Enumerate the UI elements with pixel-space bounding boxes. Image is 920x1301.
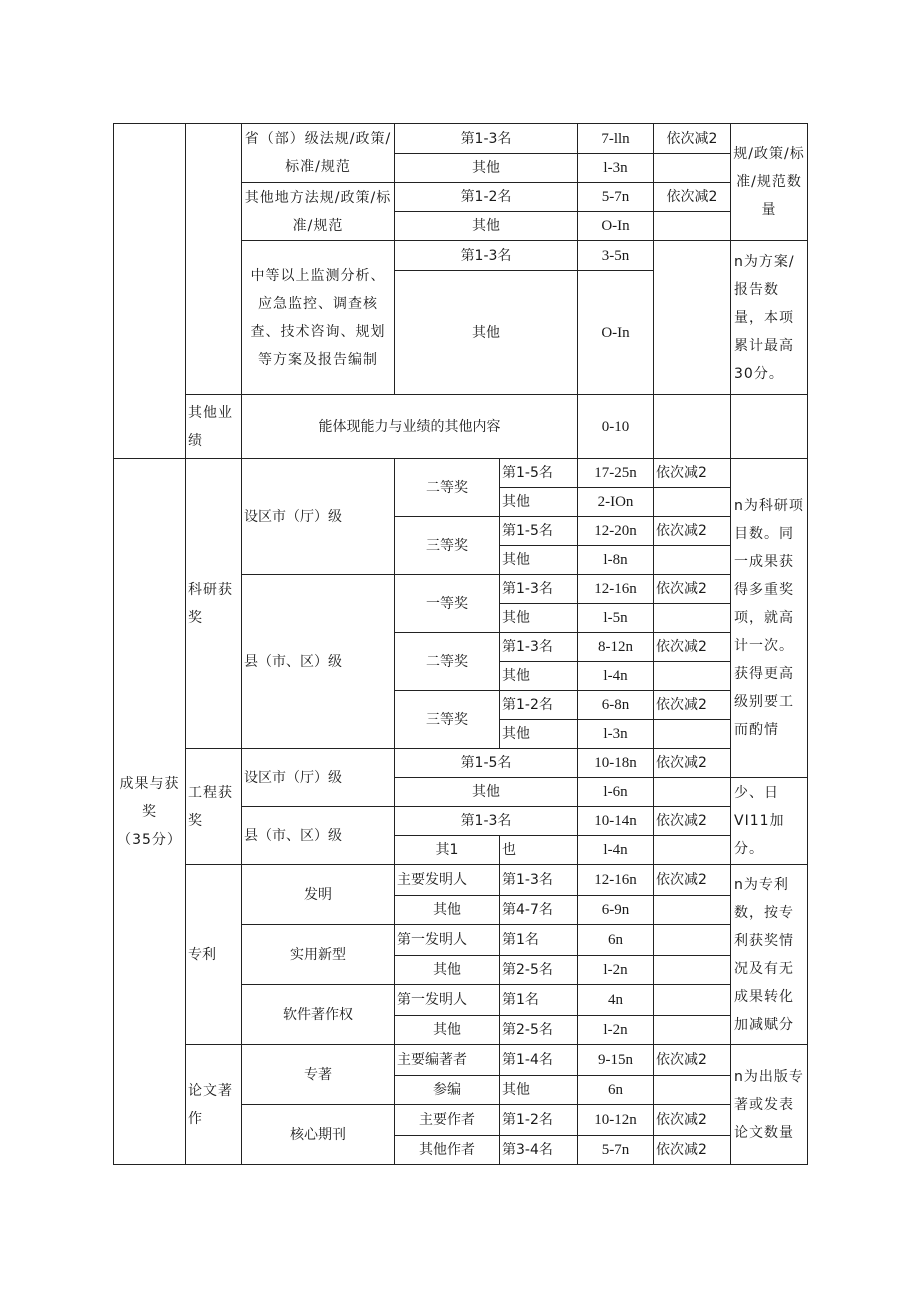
subcategory-cell-top [186,124,242,395]
rank-cell: 第1-3名 [395,807,578,836]
research-city-label: 设区市（厅）级 [242,459,395,575]
role-cell: 第一发明人 [395,925,500,956]
rank-cell: 第3-4名 [500,1136,578,1165]
rank-cell: 其他 [500,546,578,575]
patent-invention-label: 发明 [242,865,395,925]
rule-cell: 依次减2 [654,1105,731,1136]
rank-cell: 第1-5名 [395,749,578,778]
regulations-note: 规/政策/标准/规范数量 [731,124,808,241]
patent-utility-label: 实用新型 [242,925,395,985]
award-grade: 三等奖 [395,691,500,749]
other-performance-content: 能体现能力与业绩的其他内容 [242,395,578,459]
other-performance-points: 0-10 [578,395,654,459]
rule-cell: 依次减2 [654,691,731,720]
rule-cell: 依次减2 [654,1045,731,1076]
points-cell: 10-14n [578,807,654,836]
rank-cell: 第1-2名 [500,691,578,720]
rank-cell: 第1-3名 [500,575,578,604]
points-cell: l-6n [578,778,654,807]
rank-cell: 其他 [395,212,578,241]
rank-cell: 第1-3名 [395,124,578,154]
papers-monograph-label: 专著 [242,1045,395,1105]
rank-cell: 其1 [395,836,500,865]
role-cell: 其他 [395,1016,500,1045]
rule-cell: 依次减2 [654,124,731,154]
rule-cell [654,896,731,925]
points-cell: 17-25n [578,459,654,488]
rule-cell [654,836,731,865]
role-cell: 主要作者 [395,1105,500,1136]
patent-label: 专利 [186,865,242,1045]
rule-cell: 依次减2 [654,749,731,778]
points-cell: l-3n [578,720,654,749]
role-cell: 其他作者 [395,1136,500,1165]
rank-cell: 其他 [500,488,578,517]
research-note-continued: 少、日VI11加分。 [731,778,808,865]
rank-cell: 第1-2名 [500,1105,578,1136]
scoring-table [113,123,808,1165]
role-cell: 参编 [395,1076,500,1105]
research-county-label: 县（市、区）级 [242,575,395,749]
points-cell: 2-IOn [578,488,654,517]
rank-cell: 其他 [395,778,578,807]
rule-cell [654,720,731,749]
rule-cell: 依次减2 [654,517,731,546]
points-cell: l-3n [578,154,654,183]
points-cell: 9-15n [578,1045,654,1076]
rank-cell: 其他 [395,271,578,395]
rank-cell: 第1-2名 [395,183,578,212]
points-cell: 6n [578,925,654,956]
points-cell: 6n [578,1076,654,1105]
rank-cell: 第1-4名 [500,1045,578,1076]
points-cell: 12-16n [578,865,654,896]
research-awards-label: 科研获奖 [186,459,242,749]
points-cell: 6-9n [578,896,654,925]
points-cell: 5-7n [578,183,654,212]
points-cell: l-2n [578,956,654,985]
points-cell: 3-5n [578,241,654,271]
role-cell: 主要发明人 [395,865,500,896]
rank-cell: 第1-5名 [500,459,578,488]
rule-cell: 依次减2 [654,575,731,604]
rank-cell: 其他 [500,662,578,691]
rule-cell [654,154,731,183]
points-cell: 12-20n [578,517,654,546]
rank-cell: 也 [500,836,578,865]
rule-cell: 依次减2 [654,865,731,896]
points-cell: 7-lln [578,124,654,154]
points-cell: 12-16n [578,575,654,604]
rule-cell [654,956,731,985]
rank-cell: 第2-5名 [500,956,578,985]
award-grade: 一等奖 [395,575,500,633]
note-cell [731,395,808,459]
rank-cell: 第2-5名 [500,1016,578,1045]
engineering-county-label: 县（市、区）级 [242,807,395,865]
rank-cell: 其他 [500,1076,578,1105]
research-note: n为科研项目数。同一成果获得多重奖项，就高计一次。获得更高级别要工而酌情 [731,459,808,778]
patent-note: n为专利数，按专利获奖情况及有无成果转化加减赋分 [731,865,808,1045]
rule-cell: 依次减2 [654,807,731,836]
rule-cell: 依次减2 [654,459,731,488]
rank-cell: 第1-5名 [500,517,578,546]
award-grade: 二等奖 [395,633,500,691]
rule-cell: 依次减2 [654,1136,731,1165]
rule-cell [654,925,731,956]
rule-cell [654,662,731,691]
rank-cell: 其他 [500,604,578,633]
points-cell: 10-18n [578,749,654,778]
points-cell: 10-12n [578,1105,654,1136]
rule-cell [654,1076,731,1105]
award-grade: 三等奖 [395,517,500,575]
rule-cell [654,488,731,517]
papers-journal-label: 核心期刊 [242,1105,395,1165]
patent-software-label: 软件著作权 [242,985,395,1045]
points-cell: 6-8n [578,691,654,720]
local-regulations-label: 其他地方法规/政策/标准/规范 [242,183,395,241]
achievements-label: 成果与获奖 （35分） [114,459,186,1165]
rank-cell: 第1-3名 [395,241,578,271]
points-cell: 5-7n [578,1136,654,1165]
category-cell-top [114,124,186,459]
rule-cell [654,241,731,395]
points-cell: l-8n [578,546,654,575]
points-cell: l-4n [578,662,654,691]
engineering-awards-label: 工程获奖 [186,749,242,865]
provincial-regulations-label: 省（部）级法规/政策/标准/规范 [242,124,395,183]
papers-note: n为出版专著或发表论文数量 [731,1045,808,1165]
monitoring-note: n为方案/报告数量，本项累计最高30分。 [731,241,808,395]
rule-cell [654,1016,731,1045]
rule-cell [654,395,731,459]
rule-cell [654,212,731,241]
papers-label: 论文著作 [186,1045,242,1165]
rank-cell: 第4-7名 [500,896,578,925]
points-cell: l-4n [578,836,654,865]
role-cell: 其他 [395,956,500,985]
role-cell: 其他 [395,896,500,925]
points-cell: 8-12n [578,633,654,662]
role-cell: 主要编著者 [395,1045,500,1076]
points-cell: O-In [578,212,654,241]
rule-cell: 依次减2 [654,633,731,662]
rule-cell [654,604,731,633]
rank-cell: 其他 [500,720,578,749]
points-cell: l-5n [578,604,654,633]
rule-cell [654,778,731,807]
role-cell: 第一发明人 [395,985,500,1016]
rule-cell [654,985,731,1016]
points-cell: 4n [578,985,654,1016]
rank-cell: 第1名 [500,925,578,956]
rank-cell: 第1-3名 [500,865,578,896]
other-performance-label: 其他业绩 [186,395,242,459]
rank-cell: 第1名 [500,985,578,1016]
engineering-city-label: 设区市（厅）级 [242,749,395,807]
rank-cell: 第1-3名 [500,633,578,662]
rank-cell: 其他 [395,154,578,183]
points-cell: O-In [578,271,654,395]
award-grade: 二等奖 [395,459,500,517]
points-cell: l-2n [578,1016,654,1045]
rule-cell [654,546,731,575]
monitoring-label: 中等以上监测分析、应急监控、调查核查、技术咨询、规划等方案及报告编制 [242,241,395,395]
rule-cell: 依次减2 [654,183,731,212]
